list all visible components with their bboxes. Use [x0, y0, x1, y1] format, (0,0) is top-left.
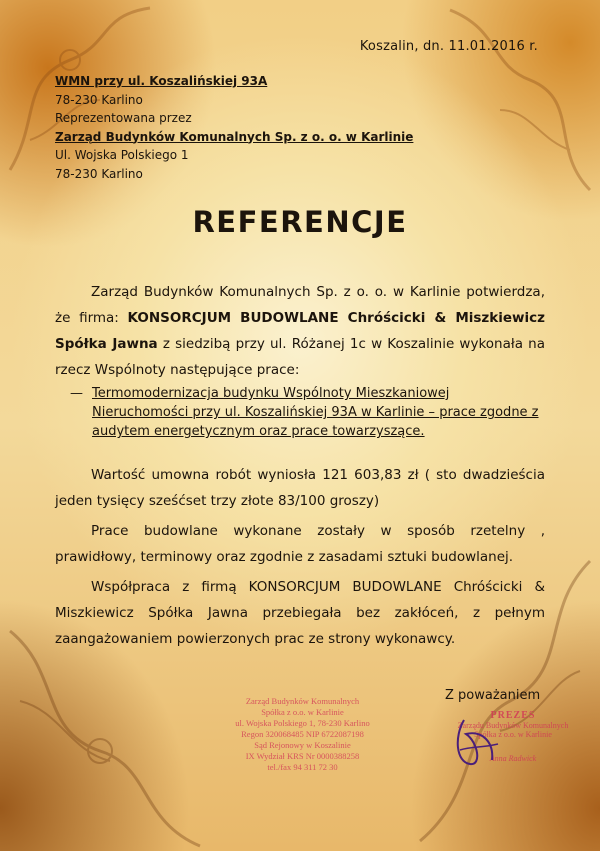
representative-postal: 78-230 Karlino [55, 166, 143, 181]
stamp-line: ul. Wojska Polskiego 1, 78-230 Karlino [235, 718, 370, 728]
paragraph-cooperation: Współpraca z firmą KONSORCJUM BUDOWLANE Chróścicki & Miszkiewicz Spółka Jawna przebiegała bez zakłóceń, z pełnym zaangażowaniem powierzonych prac ze strony wykonawcy. [55, 579, 545, 647]
recipient-postal: 78-230 Karlino [55, 92, 143, 107]
representative-street: Ul. Wojska Polskiego 1 [55, 148, 189, 162]
stamp-line: IX Wydział KRS Nr 0000388258 [245, 751, 360, 761]
document-title: REFERENCJE [192, 205, 408, 239]
company-stamp [225, 696, 380, 773]
work-description: Termomodernizacja budynku Wspólnoty Mieszkaniowej Nieruchomości przy ul. Koszalińskiej 93A w Karlinie – prace zgodne z audytem energetycznym oraz prace towarzyszące. [92, 386, 539, 439]
stamp-signer: Anna Radwick [489, 753, 537, 763]
closing-salutation: Z poważaniem [445, 688, 541, 703]
work-list-item [70, 384, 545, 441]
handwritten-signature [452, 712, 512, 772]
representative-name: Zarząd Budynków Komunalnych Sp. z o. o. w Karlinie [55, 129, 414, 144]
represented-by: Reprezentowana przez [55, 111, 192, 125]
paragraph-quality: Prace budowlane wykonane zostały w sposób rzetelny , prawidłowy, terminowy oraz zgodnie z zasadami sztuki budowlanej. [55, 523, 545, 565]
stamp-line: tel./fax 94 311 72 30 [267, 762, 338, 772]
paragraph-rest: z siedzibą przy ul. Różanej 1c w Koszalinie wykonała na rzecz Wspólnoty następujące prace: [55, 336, 545, 378]
stamp-title: PREZES [490, 710, 536, 721]
paragraph-contract-value: Wartość umowna robót wyniosła 121 603,83 zł ( sto dwadzieścia jeden tysięcy sześćset trzy złote 83/100 groszy) [55, 467, 545, 509]
stamp-line: Regon 320068485 NIP 6722087198 [241, 729, 364, 739]
letter-date: Koszalin, dn. 11.01.2016 r. [359, 39, 538, 54]
stamp-line: Zarząd Budynków Komunalnych [245, 696, 360, 706]
stamp-line: Zarządu Budynków Komunalnych [457, 720, 569, 730]
list-dash: — [70, 386, 83, 401]
stamp-line: Spółka z o.o. w Karlinie [474, 730, 552, 739]
company-name: KONSORCJUM BUDOWLANE Chróścicki & Miszkiewicz Spółka Jawna [55, 310, 546, 352]
recipient-name: WMN przy ul. Koszalińskiej 93A [55, 74, 268, 88]
recipient-address [55, 72, 413, 183]
stamp-line: Sąd Rejonowy w Koszalinie [254, 740, 351, 750]
paragraph-intro: Zarząd Budynków Komunalnych Sp. z o. o. w Karlinie potwierdza, że firma: [55, 284, 545, 326]
paragraph-confirmation [55, 279, 545, 383]
stamp-line: Spółka z o.o. w Karlinie [261, 707, 344, 717]
